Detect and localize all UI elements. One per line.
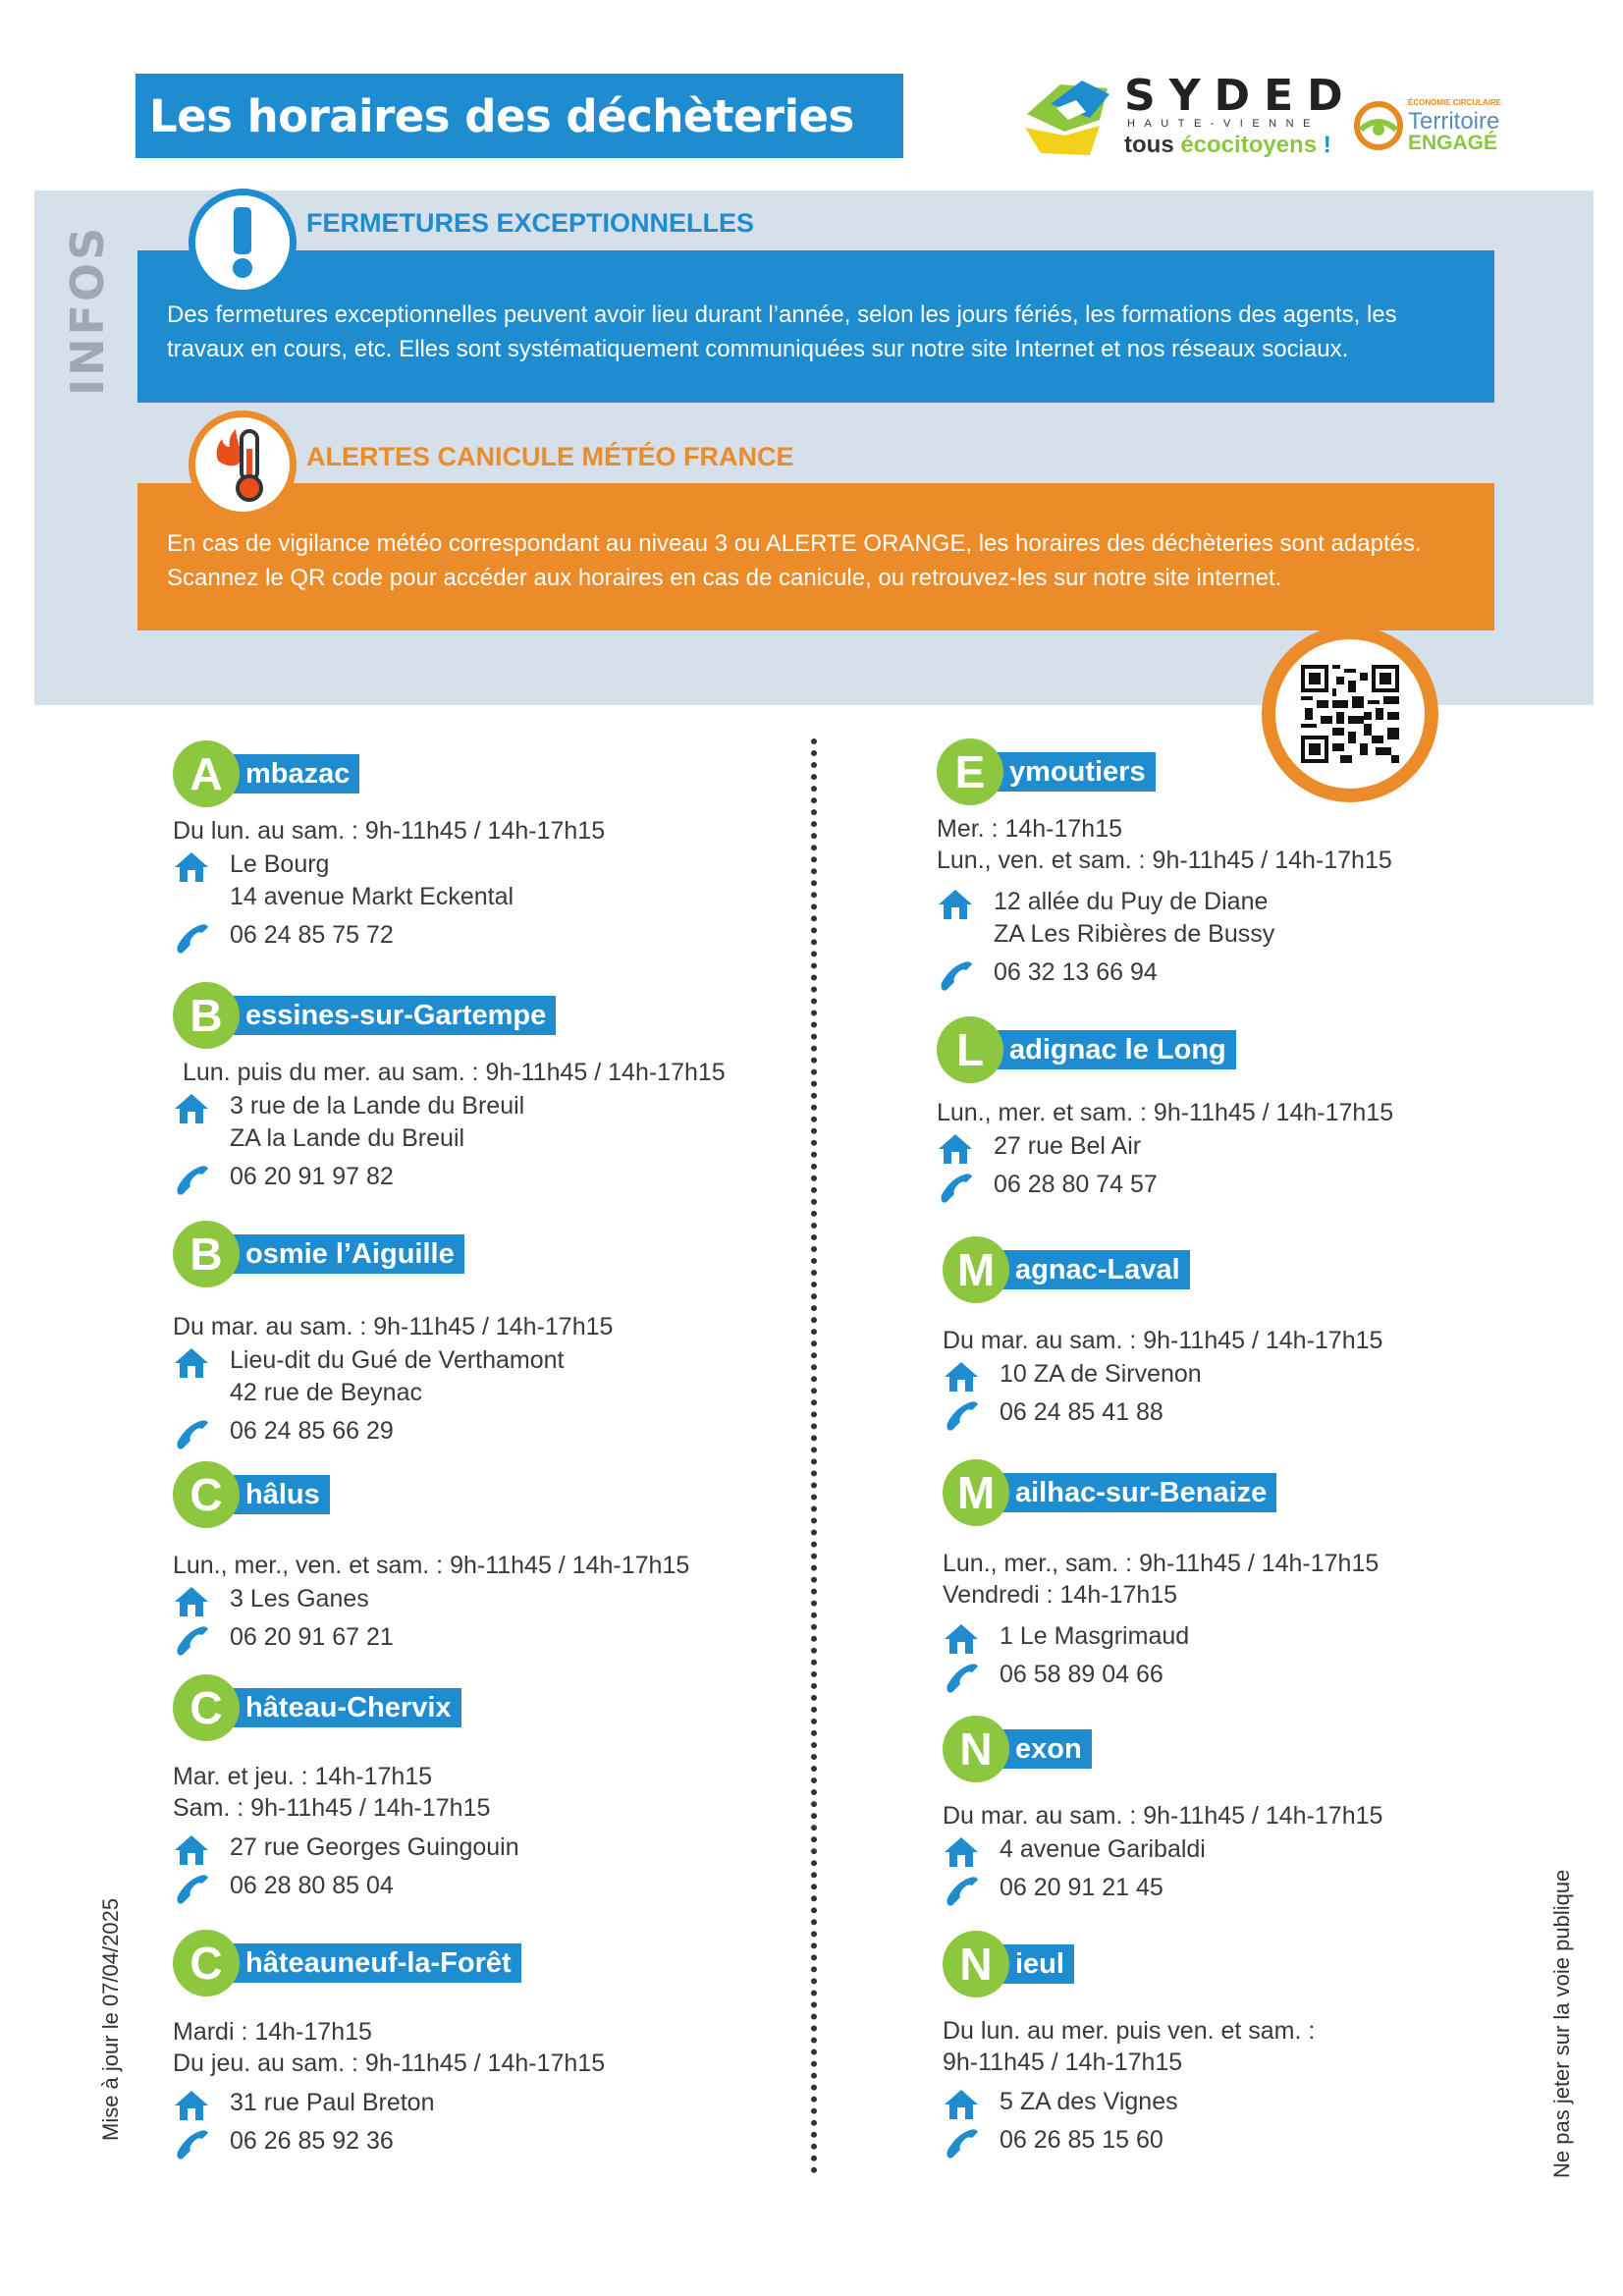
initial-letter-badge: M <box>943 1236 1009 1303</box>
syded-slogan-highlight: écocitoyens <box>1180 132 1318 158</box>
house-icon <box>173 1585 210 1618</box>
territoire-label: Territoire <box>1408 108 1500 135</box>
address-row <box>173 1344 613 1409</box>
dechetterie-nexon <box>943 1716 1382 1904</box>
entry-name: exon <box>974 1729 1092 1769</box>
phone-row <box>173 2125 605 2158</box>
phone-row <box>173 1621 689 1654</box>
phone-row <box>937 957 1392 989</box>
phone-icon <box>943 2126 980 2159</box>
initial-letter-badge: C <box>173 1461 240 1528</box>
address-line: Le Bourg <box>230 850 330 878</box>
address-line: 14 avenue Markt Eckental <box>230 883 514 910</box>
territoire-engage-logo <box>1353 98 1510 157</box>
dechetterie-bosmie <box>173 1221 613 1448</box>
opening-hours: Du mar. au sam. : 9h-11h45 / 14h-17h15 <box>943 1327 1383 1354</box>
opening-hours: Sam. : 9h-11h45 / 14h-17h15 <box>173 1794 491 1822</box>
entry-heading <box>937 1016 1393 1083</box>
initial-letter-badge: L <box>937 1016 1003 1083</box>
canicule-box <box>137 483 1494 630</box>
address-row <box>943 2086 1315 2118</box>
phone-number[interactable]: 06 28 80 74 57 <box>994 1171 1158 1198</box>
address-line: 31 rue Paul Breton <box>230 2089 435 2116</box>
phone-number[interactable]: 06 32 13 66 94 <box>994 958 1158 986</box>
phone-number[interactable]: 06 26 85 15 60 <box>1000 2126 1163 2154</box>
address-line: 42 rue de Beynac <box>230 1379 422 1406</box>
house-icon <box>943 2088 980 2121</box>
house-icon <box>173 2089 210 2122</box>
phone-row <box>173 1415 613 1448</box>
address-row <box>943 1620 1379 1653</box>
fermetures-box <box>137 250 1494 403</box>
phone-number[interactable]: 06 24 85 75 72 <box>230 921 394 949</box>
initial-letter-badge: N <box>943 1716 1009 1782</box>
opening-hours: Lun., mer. et sam. : 9h-11h45 / 14h-17h15 <box>937 1099 1394 1126</box>
entry-heading <box>943 1716 1382 1782</box>
initial-letter-badge: N <box>943 1931 1009 1997</box>
initial-letter-badge: C <box>173 1930 240 1996</box>
address-line: 12 allée du Puy de Diane <box>994 888 1269 915</box>
entry-heading <box>173 740 605 807</box>
phone-icon <box>173 921 210 955</box>
phone-icon <box>173 1623 210 1657</box>
syded-subtitle: HAUTE-VIENNE <box>1127 118 1320 130</box>
syded-slogan <box>1124 132 1331 159</box>
initial-letter-badge: C <box>173 1674 240 1741</box>
initial-letter-badge: M <box>943 1459 1009 1526</box>
phone-row <box>173 919 605 952</box>
opening-hours: Du jeu. au sam. : 9h-11h45 / 14h-17h15 <box>173 2050 606 2077</box>
dechetterie-ambazac <box>173 740 605 952</box>
entry-name: adignac le Long <box>968 1030 1236 1069</box>
thermometer-fire-icon <box>208 425 277 504</box>
house-icon <box>173 1092 210 1125</box>
dechetterie-chateauneuf <box>173 1930 605 2158</box>
address-line: ZA Les Ribières de Bussy <box>994 920 1275 948</box>
phone-number[interactable]: 06 20 91 97 82 <box>230 1163 394 1190</box>
address-row <box>937 886 1392 951</box>
opening-hours: Lun., mer., sam. : 9h-11h45 / 14h-17h15 <box>943 1550 1380 1577</box>
opening-hours: Lun. puis du mer. au sam. : 9h-11h45 / 14h-17h15 <box>183 1059 726 1086</box>
phone-row <box>173 1161 726 1193</box>
address-row <box>937 1130 1393 1163</box>
canicule-text-line: Scannez le QR code pour accéder aux horaires en cas de canicule, ou retrouvez-les sur notre site internet. <box>167 565 1282 591</box>
address-line: 3 rue de la Lande du Breuil <box>230 1092 525 1120</box>
address-line: 27 rue Bel Air <box>994 1132 1142 1160</box>
entry-heading <box>943 1931 1315 1997</box>
phone-row <box>943 2124 1315 2157</box>
opening-hours: Mer. : 14h-17h15 <box>937 815 1123 843</box>
house-icon <box>943 1835 980 1869</box>
phone-row <box>937 1169 1393 1201</box>
opening-hours: Lun., mer., ven. et sam. : 9h-11h45 / 14h-17h15 <box>173 1552 690 1579</box>
syded-slogan-pre: tous <box>1124 132 1181 158</box>
dechetterie-mailhac <box>943 1459 1379 1691</box>
entry-name: hâlus <box>204 1475 330 1514</box>
house-icon <box>173 1346 210 1380</box>
entry-name: ailhac-sur-Benaize <box>974 1473 1276 1512</box>
house-icon <box>943 1622 980 1656</box>
address-line: 3 Les Ganes <box>230 1585 369 1613</box>
address-row <box>173 1831 519 1864</box>
dechetterie-magnac-laval <box>943 1236 1382 1429</box>
territoire-small-label: ÉCONOMIE CIRCULAIRE <box>1408 98 1502 107</box>
address-line: 1 Le Masgrimaud <box>1000 1622 1190 1650</box>
opening-hours: Vendredi : 14h-17h15 <box>943 1581 1178 1609</box>
phone-row <box>943 1396 1382 1429</box>
address-line: 27 rue Georges Guingouin <box>230 1833 519 1861</box>
phone-number[interactable]: 06 26 85 92 36 <box>230 2127 394 2155</box>
address-row <box>173 1583 689 1615</box>
opening-hours: Mardi : 14h-17h15 <box>173 2018 372 2046</box>
circular-economy-icon <box>1353 100 1404 151</box>
dechetterie-chateau-chervix <box>173 1674 519 1902</box>
update-date: Mise à jour le 07/04/2025 <box>98 1897 123 2141</box>
phone-icon <box>173 1417 210 1450</box>
phone-number[interactable]: 06 28 80 85 04 <box>230 1872 394 1899</box>
fermetures-text-line: travaux en cours, etc. Elles sont systématiquement communiquées sur notre site Internet et nos réseaux sociaux. <box>167 336 1349 362</box>
phone-number[interactable]: 06 24 85 66 29 <box>230 1417 394 1445</box>
page-title-banner <box>135 74 903 158</box>
entry-name: hâteau-Chervix <box>204 1688 461 1727</box>
phone-icon <box>943 1398 980 1432</box>
entry-name: osmie l’Aiguille <box>204 1234 464 1274</box>
phone-icon <box>943 1661 980 1694</box>
entry-name: ymoutiers <box>968 752 1156 792</box>
exclamation-circle <box>189 189 297 297</box>
entry-heading <box>173 1461 689 1528</box>
address-line: 10 ZA de Sirvenon <box>1000 1360 1202 1388</box>
column-divider <box>811 738 817 2174</box>
house-icon <box>173 1833 210 1867</box>
phone-icon <box>937 958 974 992</box>
entry-name: ieul <box>974 1944 1074 1984</box>
opening-hours: Du lun. au mer. puis ven. et sam. : <box>943 2017 1316 2045</box>
address-row <box>173 848 605 913</box>
entry-heading <box>173 1221 613 1287</box>
dechetterie-bessines <box>173 982 726 1193</box>
phone-row <box>943 1659 1379 1691</box>
dechetterie-chalus <box>173 1461 689 1654</box>
opening-hours: Mar. et jeu. : 14h-17h15 <box>173 1763 433 1790</box>
public-notice: Ne pas jeter sur la voie publique <box>1549 1869 1574 2178</box>
phone-number[interactable]: 06 24 85 41 88 <box>1000 1398 1163 1426</box>
fermetures-title: FERMETURES EXCEPTIONNELLES <box>306 208 755 238</box>
canicule-text-line: En cas de vigilance météo correspondant au niveau 3 ou ALERTE ORANGE, les horaires des déchèteries sont adaptés. <box>167 530 1422 557</box>
address-row <box>943 1358 1382 1391</box>
address-line: ZA la Lande du Breuil <box>230 1124 465 1152</box>
opening-hours: 9h-11h45 / 14h-17h15 <box>943 2049 1183 2076</box>
house-icon <box>937 1132 974 1166</box>
opening-hours: Du mar. au sam. : 9h-11h45 / 14h-17h15 <box>173 1313 614 1340</box>
dechetterie-nieul <box>943 1931 1315 2157</box>
fermetures-text-line: Des fermetures exceptionnelles peuvent avoir lieu durant l’année, selon les jours fériés, les formations des agents, les <box>167 301 1397 328</box>
phone-icon <box>173 2127 210 2160</box>
page-title: Les horaires des déchèteries <box>149 89 854 142</box>
dechetterie-ladignac <box>937 1016 1393 1201</box>
house-icon <box>937 888 974 921</box>
infos-side-label: INFOS <box>61 224 114 396</box>
entry-name: hâteauneuf-la-Forêt <box>204 1943 521 1983</box>
phone-icon <box>937 1171 974 1204</box>
engage-label: ENGAGÉ <box>1408 132 1498 154</box>
entry-name: essines-sur-Gartempe <box>204 996 556 1035</box>
dechetterie-eymoutiers <box>937 738 1392 989</box>
opening-hours: Lun., ven. et sam. : 9h-11h45 / 14h-17h15 <box>937 847 1392 874</box>
entry-heading <box>173 982 726 1049</box>
opening-hours: Du mar. au sam. : 9h-11h45 / 14h-17h15 <box>943 1802 1383 1830</box>
phone-icon <box>943 1874 980 1907</box>
canicule-title: ALERTES CANICULE MÉTÉO FRANCE <box>306 442 794 471</box>
initial-letter-badge: B <box>173 982 240 1049</box>
entry-heading <box>937 738 1392 805</box>
entry-heading <box>173 1930 605 1996</box>
entry-name: mbazac <box>204 754 359 793</box>
syded-name: SYDED <box>1124 71 1357 121</box>
address-line: 4 avenue Garibaldi <box>1000 1835 1206 1863</box>
entry-heading <box>943 1459 1379 1526</box>
phone-number[interactable]: 06 58 89 04 66 <box>1000 1661 1163 1688</box>
phone-icon <box>173 1872 210 1905</box>
phone-number[interactable]: 06 20 91 21 45 <box>1000 1874 1163 1901</box>
address-row <box>173 2087 605 2119</box>
entry-heading <box>173 1674 519 1741</box>
phone-icon <box>173 1163 210 1196</box>
initial-letter-badge: B <box>173 1221 240 1287</box>
phone-number[interactable]: 06 20 91 67 21 <box>230 1623 394 1651</box>
house-icon <box>943 1360 980 1394</box>
entry-heading <box>943 1236 1382 1303</box>
address-line: 5 ZA des Vignes <box>1000 2088 1178 2115</box>
syded-logo <box>1021 69 1357 167</box>
initial-letter-badge: A <box>173 740 240 807</box>
thermometer-circle <box>189 410 297 519</box>
syded-emblem-icon <box>1021 75 1111 159</box>
opening-hours: Du lun. au sam. : 9h-11h45 / 14h-17h15 <box>173 817 606 845</box>
address-row <box>173 1090 726 1155</box>
exclamation-icon <box>213 203 272 282</box>
house-icon <box>173 850 210 884</box>
phone-row <box>173 1870 519 1902</box>
address-row <box>943 1833 1382 1866</box>
entry-name: agnac-Laval <box>974 1250 1190 1289</box>
address-line: Lieu-dit du Gué de Verthamont <box>230 1346 565 1374</box>
phone-row <box>943 1872 1382 1904</box>
syded-slogan-post: ! <box>1317 132 1331 158</box>
initial-letter-badge: E <box>937 738 1003 805</box>
